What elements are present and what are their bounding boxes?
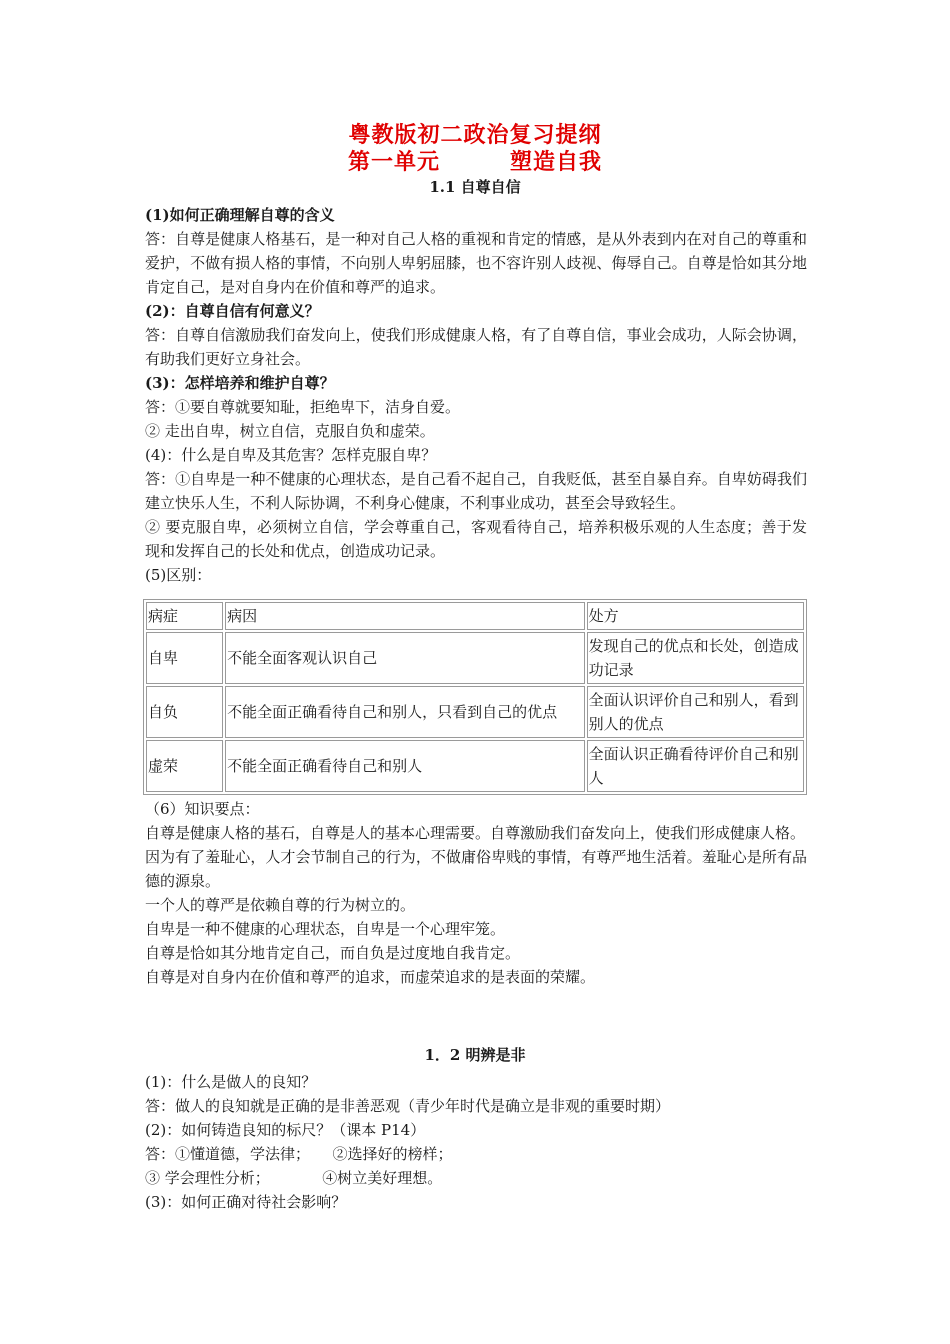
answer-2: 答：自尊自信激励我们奋发向上，使我们形成健康人格，有了自尊自信，事业会成功，人际会协调，有助我们更好立身社会。	[145, 326, 807, 368]
question-4: (4)：什么是自卑及其危害？怎样克服自卑？	[145, 446, 437, 464]
table-cell: 不能全面客观认识自己	[225, 632, 584, 684]
knowledge-points	[145, 797, 807, 989]
knowledge-point: 自尊是恰如其分地肯定自己，而自负是过度地自我肯定。	[145, 944, 521, 962]
knowledge-point: 一个人的尊严是依赖自尊的行为树立的。	[145, 896, 416, 914]
table-row	[146, 740, 804, 792]
unit-name: 塑造自我	[510, 149, 603, 175]
section-1-1-qa	[145, 203, 807, 587]
table-cell: 全面认识正确看待评价自己和别人	[587, 740, 804, 792]
answer-2-part-1: 答：①懂道德，学法律； ②选择好的榜样；	[145, 1145, 453, 1163]
answer-1: 答：自尊是健康人格基石，是一种对自己人格的重视和肯定的情感，是从外表到内在对自己的尊重和爱护，不做有损人格的事情，不向别人卑躬屈膝，也不容许别人歧视、侮辱自己。自尊是恰如其分地肯定自己，是对自身内在价值和尊严的追求。	[145, 230, 807, 296]
answer-1: 答：做人的良知就是正确的是非善恶观（青少年时代是确立是非观的重要时期）	[145, 1097, 671, 1115]
question-5: (5)区别：	[145, 566, 212, 584]
answer-2-part-2: ③ 学会理性分析； ④树立美好理想。	[145, 1169, 443, 1187]
knowledge-point: 自卑是一种不健康的心理状态，自卑是一个心理牢笼。	[145, 920, 506, 938]
table-header-cell: 病因	[225, 602, 584, 630]
question-2: (2)：如何铸造良知的标尺？（课本 P14）	[145, 1121, 426, 1139]
document-title: 粤教版初二政治复习提纲	[348, 122, 602, 148]
knowledge-point: 自尊是健康人格的基石，自尊是人的基本心理需要。自尊激励我们奋发向上，使我们形成健康人格。	[145, 824, 806, 842]
section-heading-1-1: 1.1 自尊自信	[429, 178, 521, 196]
section-1-2-qa	[145, 1070, 807, 1214]
question-3: (3)：如何正确对待社会影响？	[145, 1193, 347, 1211]
table-cell: 虚荣	[146, 740, 223, 792]
table-cell: 自卑	[146, 632, 223, 684]
knowledge-point: 因为有了羞耻心，人才会节制自己的行为，不做庸俗卑贱的事情，有尊严地生活着。羞耻心是所有品德的源泉。	[145, 848, 807, 890]
table-row	[146, 632, 804, 684]
question-6: （6）知识要点：	[145, 800, 260, 818]
table-cell: 全面认识评价自己和别人，看到别人的优点	[587, 686, 804, 738]
table-header-cell: 病症	[146, 602, 223, 630]
answer-4-part-1: 答：①自卑是一种不健康的心理状态，是自己看不起自己，自我贬低，甚至自暴自弃。自卑妨碍我们建立快乐人生，不利人际协调，不利身心健康，不利事业成功，甚至会导致轻生。	[145, 470, 807, 512]
table-cell: 不能全面正确看待自己和别人	[225, 740, 584, 792]
question-1: (1)如何正确理解自尊的含义	[145, 206, 335, 224]
answer-3-part-2: ② 走出自卑，树立自信，克服自负和虚荣。	[145, 422, 435, 440]
question-2: (2)：自尊自信有何意义？	[145, 302, 320, 320]
comparison-table	[143, 599, 807, 795]
table-header-cell: 处方	[587, 602, 804, 630]
question-1: (1)：什么是做人的良知？	[145, 1073, 317, 1091]
question-3: (3)：怎样培养和维护自尊？	[145, 374, 335, 392]
table-cell: 自负	[146, 686, 223, 738]
table-header-row	[146, 602, 804, 630]
section-heading-1-2: 1．2 明辨是非	[424, 1046, 526, 1064]
answer-3-part-1: 答：①要自尊就要知耻，拒绝卑下，洁身自爱。	[145, 398, 461, 416]
answer-4-part-2: ② 要克服自卑，必须树立自信，学会尊重自己，客观看待自己，培养积极乐观的人生态度；善于发现和发挥自己的长处和优点，创造成功记录。	[145, 518, 807, 560]
knowledge-point: 自尊是对自身内在价值和尊严的追求，而虚荣追求的是表面的荣耀。	[145, 968, 596, 986]
table-cell: 发现自己的优点和长处，创造成功记录	[587, 632, 804, 684]
table-row	[146, 686, 804, 738]
unit-title	[0, 149, 950, 175]
unit-label: 第一单元	[347, 149, 440, 175]
table-cell: 不能全面正确看待自己和别人，只看到自己的优点	[225, 686, 584, 738]
